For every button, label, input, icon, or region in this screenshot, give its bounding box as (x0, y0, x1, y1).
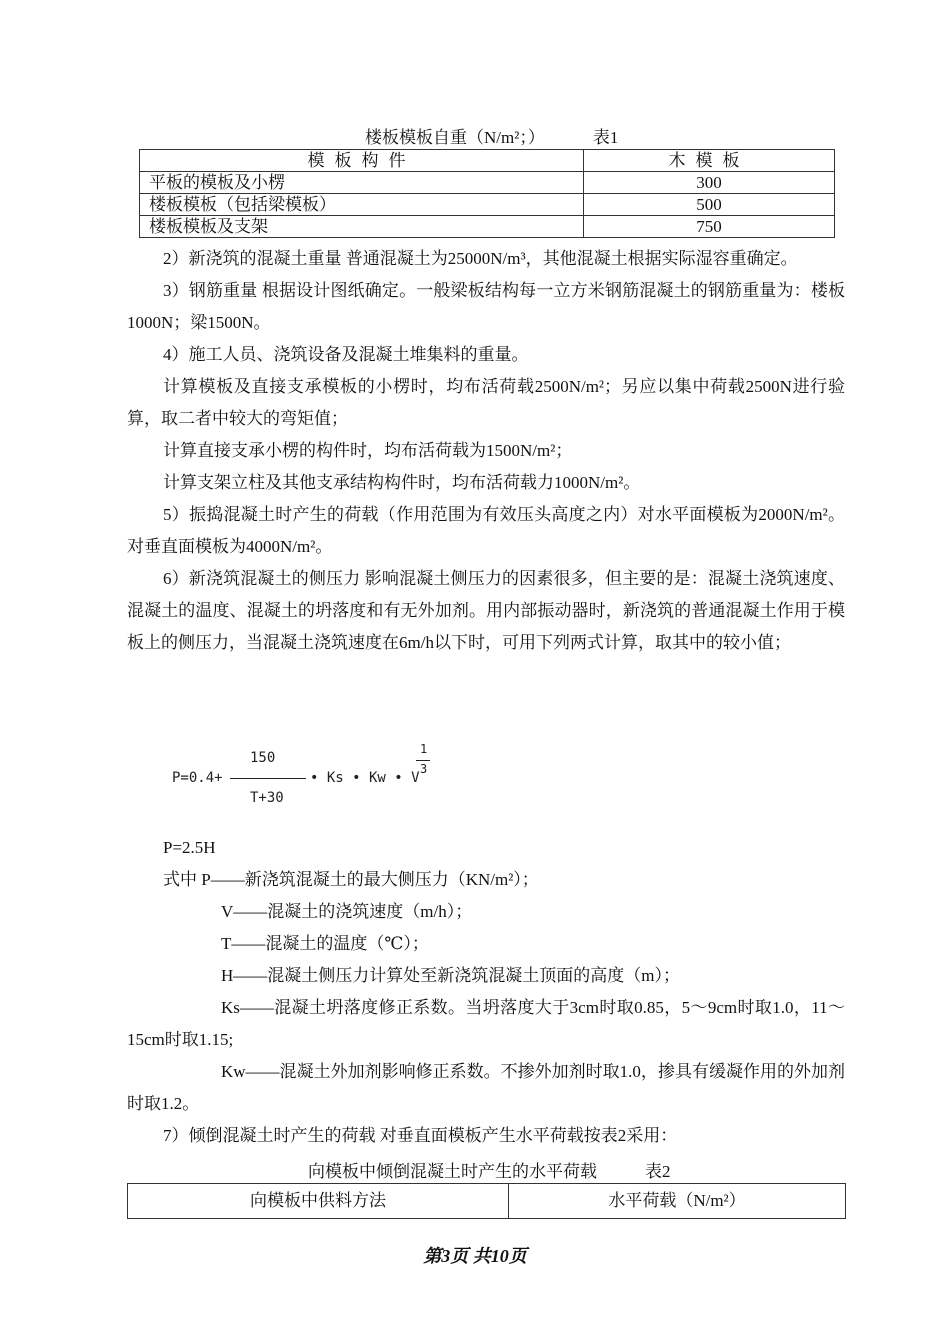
exponent-denominator: 3 (420, 762, 428, 776)
formula-denominator: T+30 (250, 790, 284, 806)
table-cell: 500 (584, 194, 835, 216)
body-text-section-2 (127, 832, 845, 1152)
table-cell: 平板的模板及小楞 (140, 172, 584, 194)
table1-caption (365, 123, 618, 148)
formula-lhs: P=0.4+ (172, 770, 223, 786)
symbol-definition: H——混凝土侧压力计算处至新浇筑混凝土顶面的高度（m）； (221, 966, 680, 985)
page-footer: 第3页 共10页 (423, 1246, 527, 1266)
exponent-numerator: 1 (420, 742, 428, 756)
table-header-cell: 向模板中供料方法 (128, 1184, 509, 1219)
table-cell: 楼板模板及支架 (140, 216, 584, 238)
paragraph: 计算模板及直接支承模板的小楞时，均布活荷载2500N/m²；另应以集中荷载2500N进行验算，取二者中较大的弯矩值； (127, 377, 845, 428)
body-text-section-1 (127, 243, 845, 659)
paragraph: 6）新浇筑混凝土的侧压力 影响混凝土侧压力的因素很多，但主要的是：混凝土浇筑速度、混凝土的温度、混凝土的坍落度和有无外加剂。用内部振动器时，新浇筑的普通混凝土作用于模板上的侧压力，当混凝土浇筑速度在6m/h以下时，可用下列两式计算，取其中的较小值； (127, 569, 845, 652)
fraction-bar (230, 778, 306, 779)
table1-caption-text: 楼板模板自重（N/m²；） (365, 128, 545, 147)
table1-number: 表1 (592, 128, 619, 147)
exponent-bar (416, 760, 430, 761)
formula-2: P=2.5H (163, 838, 216, 857)
symbol-definition: Kw——混凝土外加剂影响修正系数。不掺外加剂时取1.0，掺具有缓凝作用的外加剂时取1.2。 (127, 1062, 845, 1113)
table-header-cell: 模板构件 (140, 150, 584, 172)
formula-numerator: 150 (250, 750, 276, 766)
table-header-row (140, 150, 835, 172)
table2-number: 表2 (645, 1162, 671, 1181)
table-cell: 750 (584, 216, 835, 238)
table-row (140, 194, 835, 216)
formula-factors: • Ks • Kw • V (310, 770, 420, 786)
symbol-definition: Ks——混凝土坍落度修正系数。当坍落度大于3cm时取0.85，5～9cm时取1.0，11～15cm时取1.15; (127, 998, 845, 1049)
table-header-cell: 木模板 (584, 150, 835, 172)
table2 (127, 1183, 846, 1219)
table-row (140, 216, 835, 238)
where-clause: 式中 P——新浇筑混凝土的最大侧压力（KN/m²）； (163, 870, 539, 889)
paragraph: 5）振捣混凝土时产生的荷载（作用范围为有效压头高度之内）对水平面模板为2000N/m²。对垂直面模板为4000N/m²。 (127, 505, 845, 556)
table1 (139, 149, 835, 238)
table-cell: 楼板模板（包括梁模板） (140, 194, 584, 216)
pressure-formula (172, 742, 472, 812)
paragraph: 7）倾倒混凝土时产生的荷载 对垂直面模板产生水平荷载按表2采用： (163, 1126, 678, 1145)
table-cell: 300 (584, 172, 835, 194)
table-header-row (128, 1184, 846, 1219)
symbol-definition: T——混凝土的温度（℃）； (221, 934, 429, 953)
paragraph: 计算支架立柱及其他支承结构构件时，均布活荷载力1000N/m²。 (163, 473, 641, 492)
paragraph: 计算直接支承小楞的构件时，均布活荷载为1500N/m²； (163, 441, 573, 460)
table-header-cell: 水平荷载（N/m²） (509, 1184, 846, 1219)
symbol-definition: V——混凝土的浇筑速度（m/h）； (221, 902, 473, 921)
paragraph: 2）新浇筑的混凝土重量 普通混凝土为25000N/m³，其他混凝土根据实际湿容重确定。 (163, 249, 798, 268)
paragraph: 3）钢筋重量 根据设计图纸确定。一般梁板结构每一立方米钢筋混凝土的钢筋重量为：楼板1000N；梁1500N。 (127, 281, 845, 332)
paragraph: 4）施工人员、浇筑设备及混凝土堆集料的重量。 (163, 345, 529, 364)
table-row (140, 172, 835, 194)
table2-caption-text: 向模板中倾倒混凝土时产生的水平荷载 (308, 1162, 597, 1181)
table2-caption (308, 1157, 671, 1182)
